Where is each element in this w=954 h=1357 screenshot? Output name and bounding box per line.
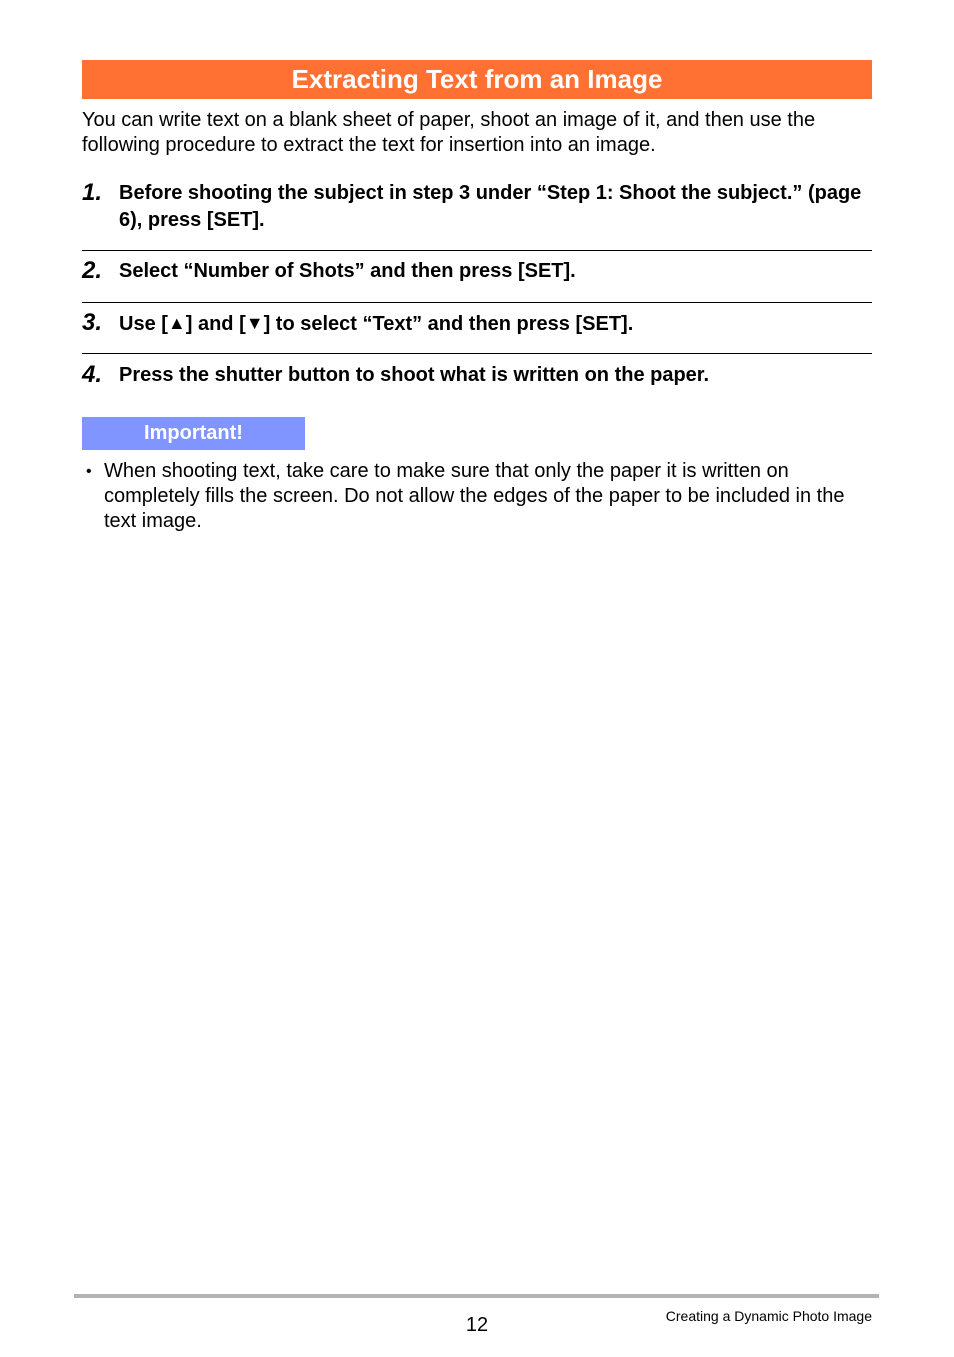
step-text-part: ] to select “Text” and then press [SET]. — [263, 313, 634, 335]
section-title: Extracting Text from an Image — [82, 60, 872, 99]
step-number: 4. — [82, 361, 103, 388]
footer-divider — [74, 1294, 879, 1298]
intro-paragraph: You can write text on a blank sheet of paper, shoot an image of it, and then use the following procedure to extract the text for insertion into an image. — [82, 109, 816, 156]
down-arrow-icon: ▼ — [245, 313, 264, 333]
bullet-text: When shooting text, take care to make sure that only the paper it is written on completely fills the screen. Do not allow the edges of the paper to be included in the text image. — [104, 460, 845, 532]
step-text-part: Use [ — [119, 313, 168, 335]
important-label: Important! — [82, 417, 305, 450]
step-text — [119, 310, 872, 338]
footer-chapter: Creating a Dynamic Photo Image — [665, 1308, 872, 1324]
step-divider — [82, 250, 872, 251]
up-arrow-icon: ▲ — [167, 313, 186, 333]
step-text: Select “Number of Shots” and then press [SET]. — [119, 260, 576, 282]
page-number: 12 — [465, 1314, 489, 1336]
step-number: 1. — [82, 179, 103, 206]
step-divider — [82, 302, 872, 303]
step-divider — [82, 353, 872, 354]
step-number: 3. — [82, 309, 103, 336]
step-text-part: ] and [ — [185, 313, 246, 335]
step-text: Press the shutter button to shoot what is written on the paper. — [119, 364, 710, 386]
bullet-icon: • — [86, 463, 92, 480]
step-text: Before shooting the subject in step 3 under “Step 1: Shoot the subject.” (page 6), press [SET]. — [119, 182, 862, 231]
step-number: 2. — [82, 257, 103, 284]
